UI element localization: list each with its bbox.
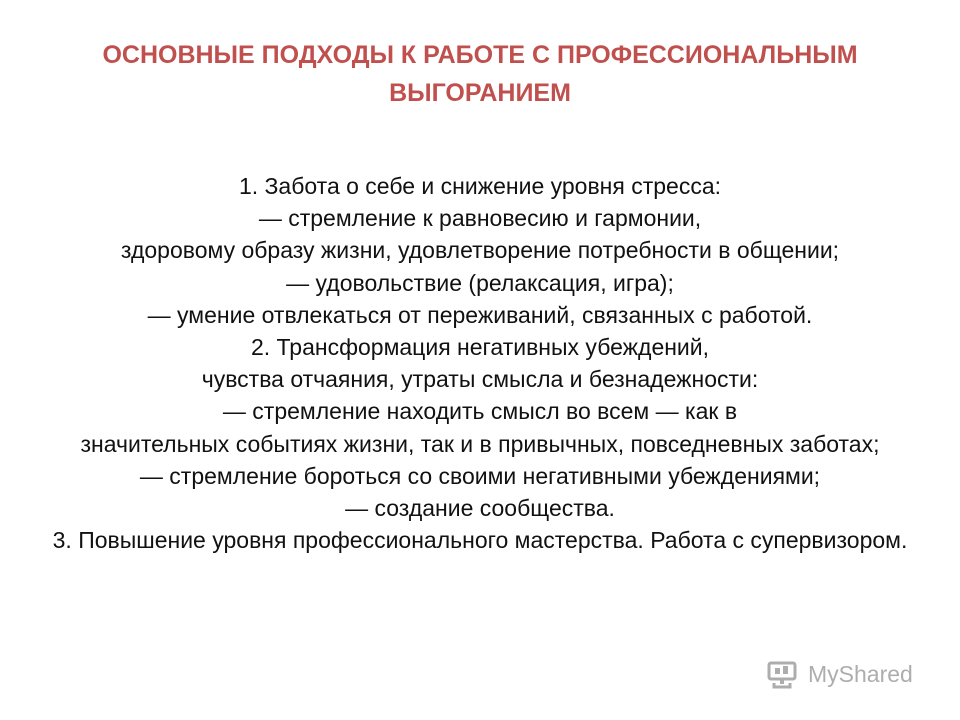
body-line: — создание сообщества.: [345, 495, 615, 522]
body-line: — стремление находить смысл во всем — как в: [222, 398, 738, 425]
watermark-text: MyShared: [808, 660, 913, 687]
body-line: значительных событиях жизни, так и в привычных, повседневных заботах;: [80, 430, 880, 457]
body-line: 1. Забота о себе и снижение уровня стресса:: [238, 173, 722, 199]
slide-title-line-1: ОСНОВНЫЕ ПОДХОДЫ К РАБОТЕ С ПРОФЕССИОНАЛЬНЫМ: [102, 41, 858, 69]
body-line: — стремление к равновесию и гармонии,: [258, 205, 702, 232]
body-line: здоровому образу жизни, удовлетворение потребности в общении;: [120, 237, 840, 264]
slide-body: [0, 170, 960, 556]
body-line: чувства отчаяния, утраты смысла и безнадежности:: [201, 366, 759, 393]
slide-title-line-2: ВЫГОРАНИЕМ: [389, 79, 571, 107]
myshared-logo-icon: [766, 657, 800, 691]
body-line: — удовольствие (релаксация, игра);: [286, 269, 674, 296]
body-line: 3. Повышение уровня профессионального мастерства. Работа с супервизором.: [52, 527, 908, 554]
body-line: — умение отвлекаться от переживаний, связанных с работой.: [147, 301, 813, 328]
body-line: — стремление бороться со своими негативными убеждениями;: [139, 462, 821, 489]
slide-title: [0, 36, 960, 112]
body-line: 2. Трансформация негативных убеждений,: [250, 334, 710, 361]
myshared-watermark: [766, 656, 913, 692]
